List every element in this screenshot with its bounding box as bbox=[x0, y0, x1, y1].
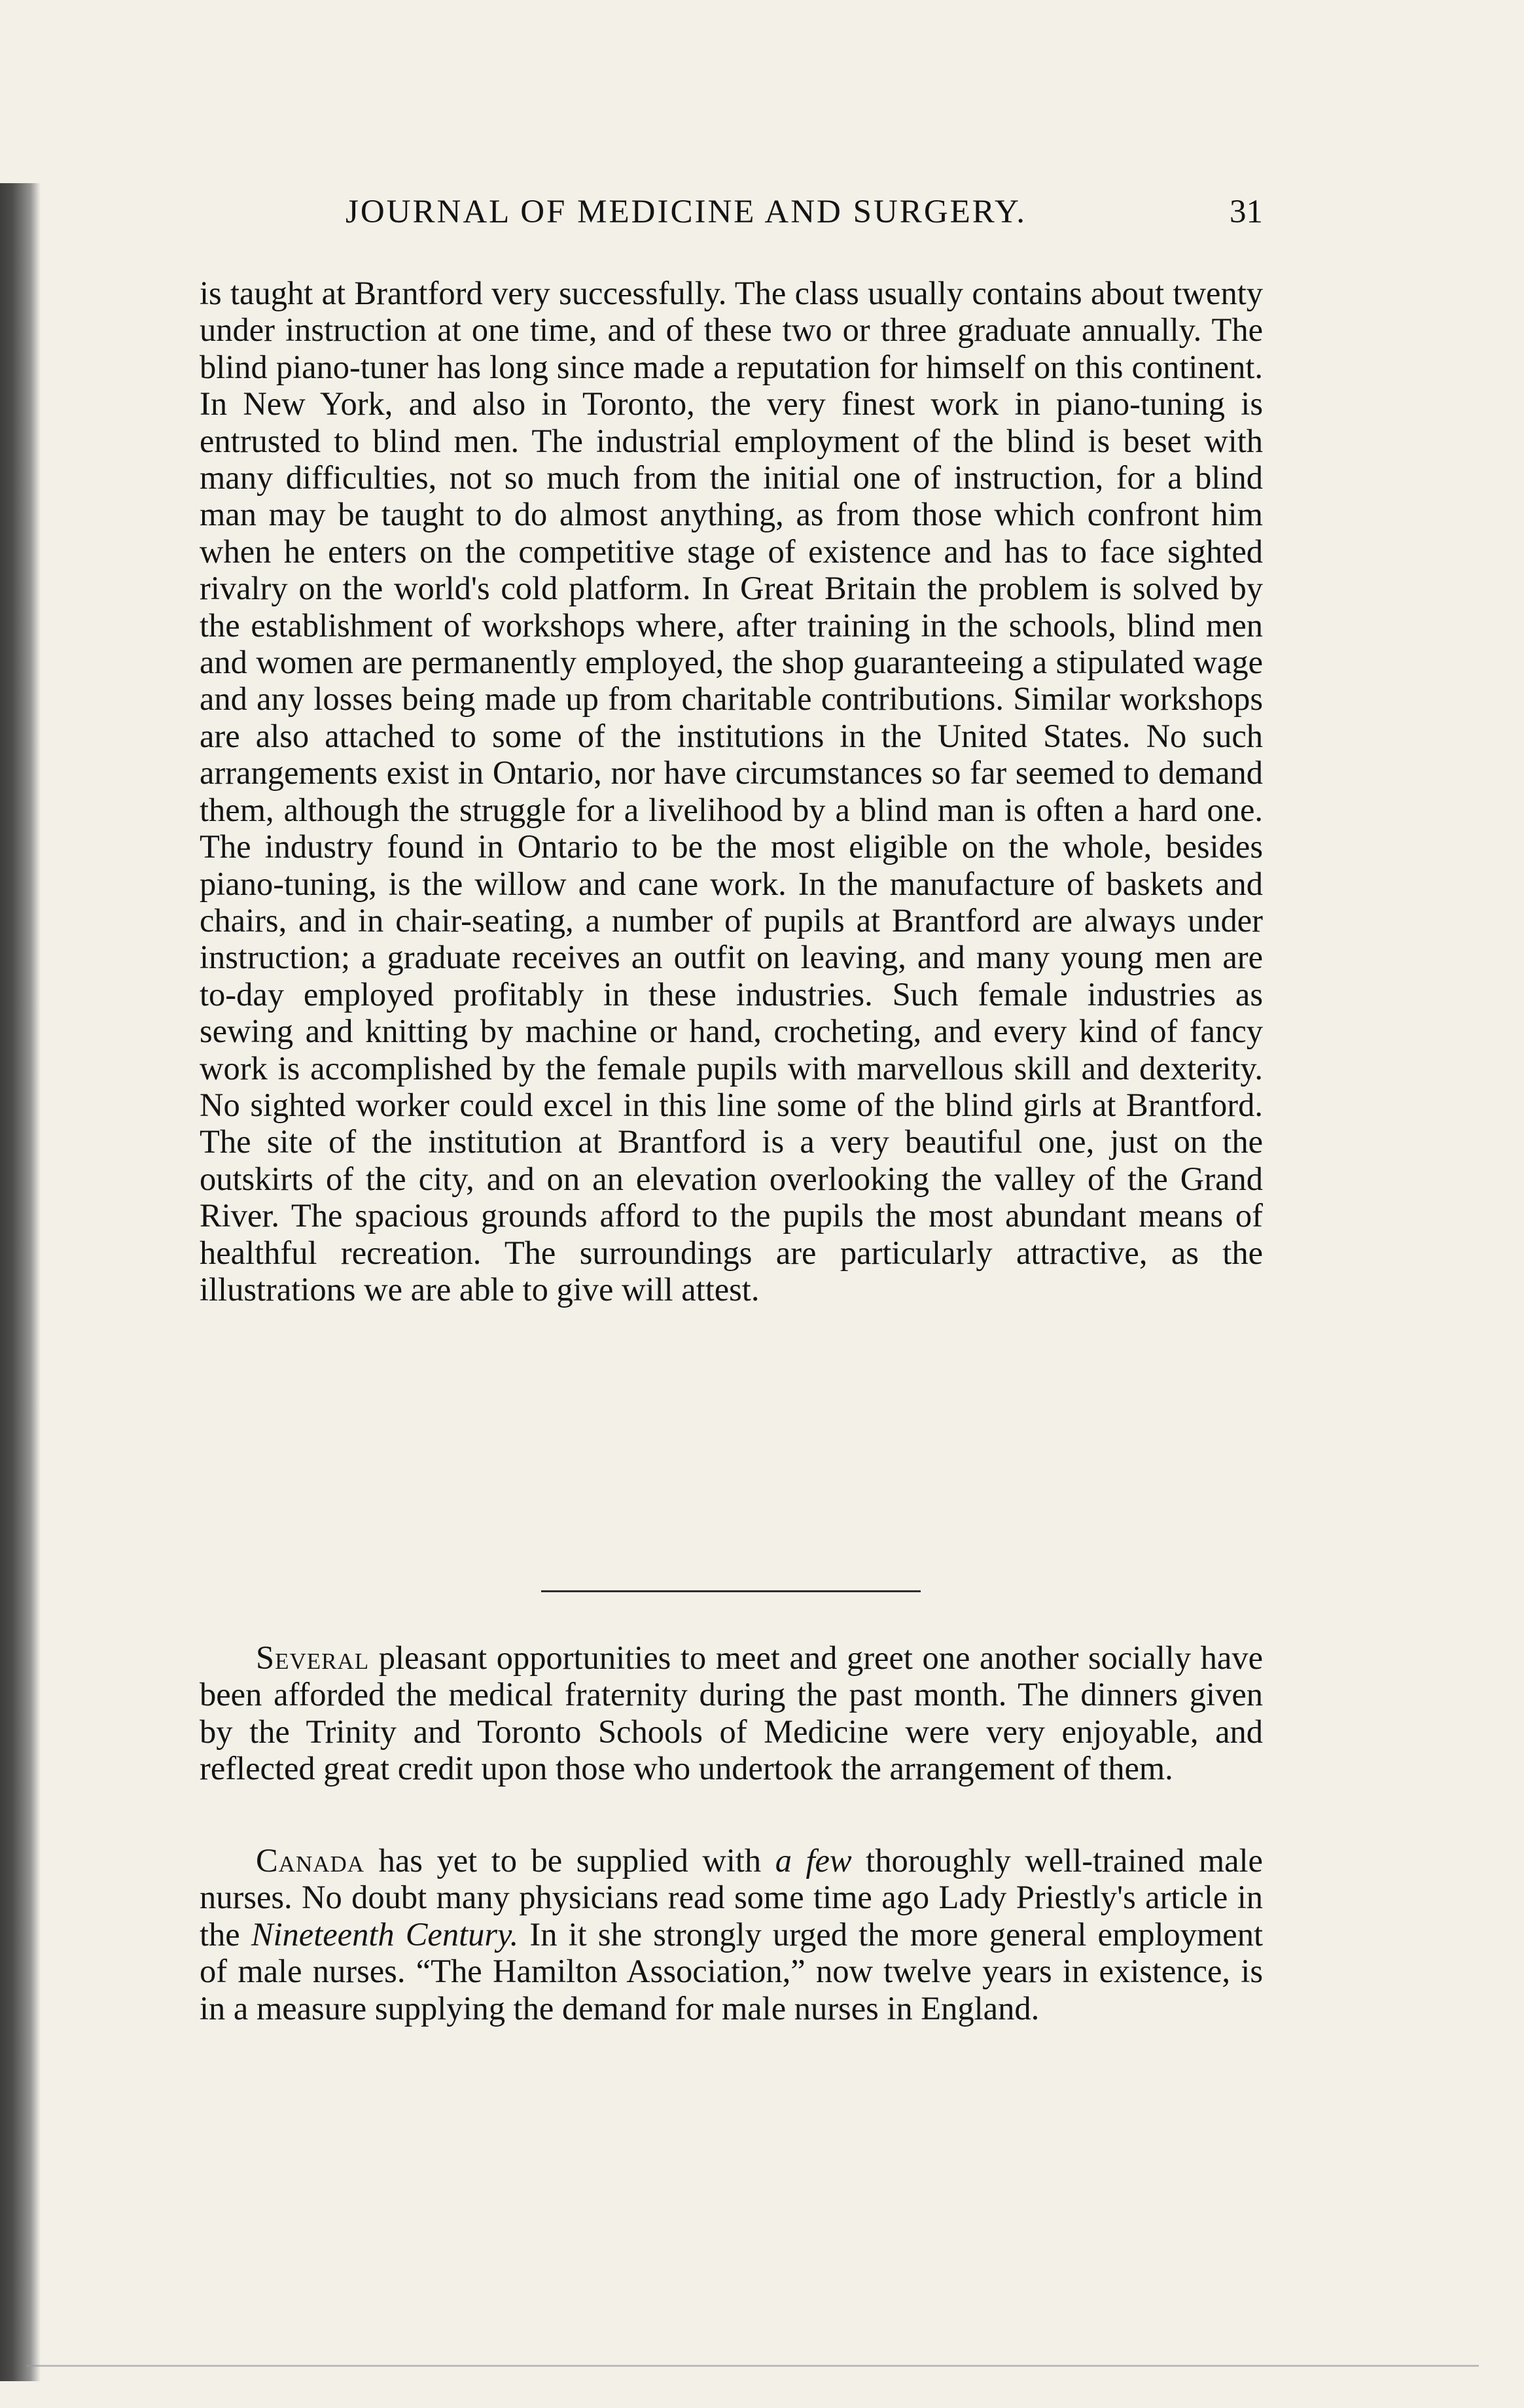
paragraph-body-part-3: In it she strongly urged the more general employment of male nurses. “The Hamilton Association,” now twelve years in existence, is in a measure supplying the demand for male nurses in England. bbox=[200, 1915, 1263, 2027]
running-head bbox=[196, 193, 1263, 245]
running-title: JOURNAL OF MEDICINE AND SURGERY. bbox=[346, 194, 1027, 230]
paragraph-body-part-1: has yet to be supplied with bbox=[364, 1842, 775, 1879]
lead-word: Several bbox=[256, 1639, 370, 1676]
paragraph-blind-institution bbox=[200, 275, 1263, 1308]
page-bottom-edge bbox=[26, 2365, 1479, 2367]
paragraph-text bbox=[200, 1639, 1263, 1787]
lead-word: Canada bbox=[256, 1842, 365, 1879]
paragraph-body-part-2: thoroughly well-trained male nurses. No doubt many physicians read some time ago Lady Priestly's article in the bbox=[200, 1842, 1263, 1953]
publication-title: Nineteenth Century. bbox=[251, 1915, 519, 1953]
binding-edge-shadow bbox=[0, 183, 41, 2381]
paragraph-text bbox=[200, 1842, 1263, 2027]
section-divider-rule bbox=[541, 1590, 921, 1592]
paragraph-medical-dinners bbox=[200, 1639, 1263, 1787]
paragraph-body: pleasant opportunities to meet and greet one another socially have been afforded the medical fraternity during the past month. The dinners given by the Trinity and Toronto Schools of Medicine were very enjoyable, and reflected great credit upon those who undertook the arrangement of them. bbox=[200, 1639, 1263, 1787]
page-number: 31 bbox=[1230, 194, 1263, 230]
italic-phrase: a few bbox=[775, 1842, 852, 1879]
paragraph-text: is taught at Brantford very successfully. The class usually contains about twenty under instruction at one time, and of these two or three graduate annually. The blind piano-tuner has long since made a reputation for himself on this continent. In New York, and also in Toronto, the very finest work in piano-tuning is entrusted to blind men. The industrial employment of the blind is beset with many difficulties, not so much from the initial one of instruction, for a blind man may be taught to do almost anything, as from those which confront him when he enters on the competitive stage of existence and has to face sighted rivalry on the world's cold platform. In Great Britain the problem is solved by the establishment of workshops where, after training in the schools, blind men and women are permanently employed, the shop guaranteeing a stipulated wage and any losses being made up from charitable contributions. Similar workshops are also attached to some of the institutions in the United States. No such arrangements exist in Ontario, nor have circumstances so far seemed to demand them, although the struggle for a livelihood by a blind man is often a hard one. The industry found in Ontario to be the most eligible on the whole, besides piano-tuning, is the willow and cane work. In the manufacture of baskets and chairs, and in chair-seating, a number of pupils at Brantford are always under instruction; a graduate receives an outfit on leaving, and many young men are to-day employed profitably in these industries. Such female industries as sewing and knitting by machine or hand, crocheting, and every kind of fancy work is accomplished by the female pupils with marvellous skill and dexterity. No sighted worker could excel in this line some of the blind girls at Brantford. The site of the institution at Brantford is a very beautiful one, just on the outskirts of the city, and on an elevation overlooking the valley of the Grand River. The spacious grounds afford to the pupils the most abundant means of healthful recreation. The surroundings are particularly attractive, as the illustrations we are able to give will attest. bbox=[200, 275, 1263, 1308]
paragraph-male-nurses bbox=[200, 1842, 1263, 2027]
